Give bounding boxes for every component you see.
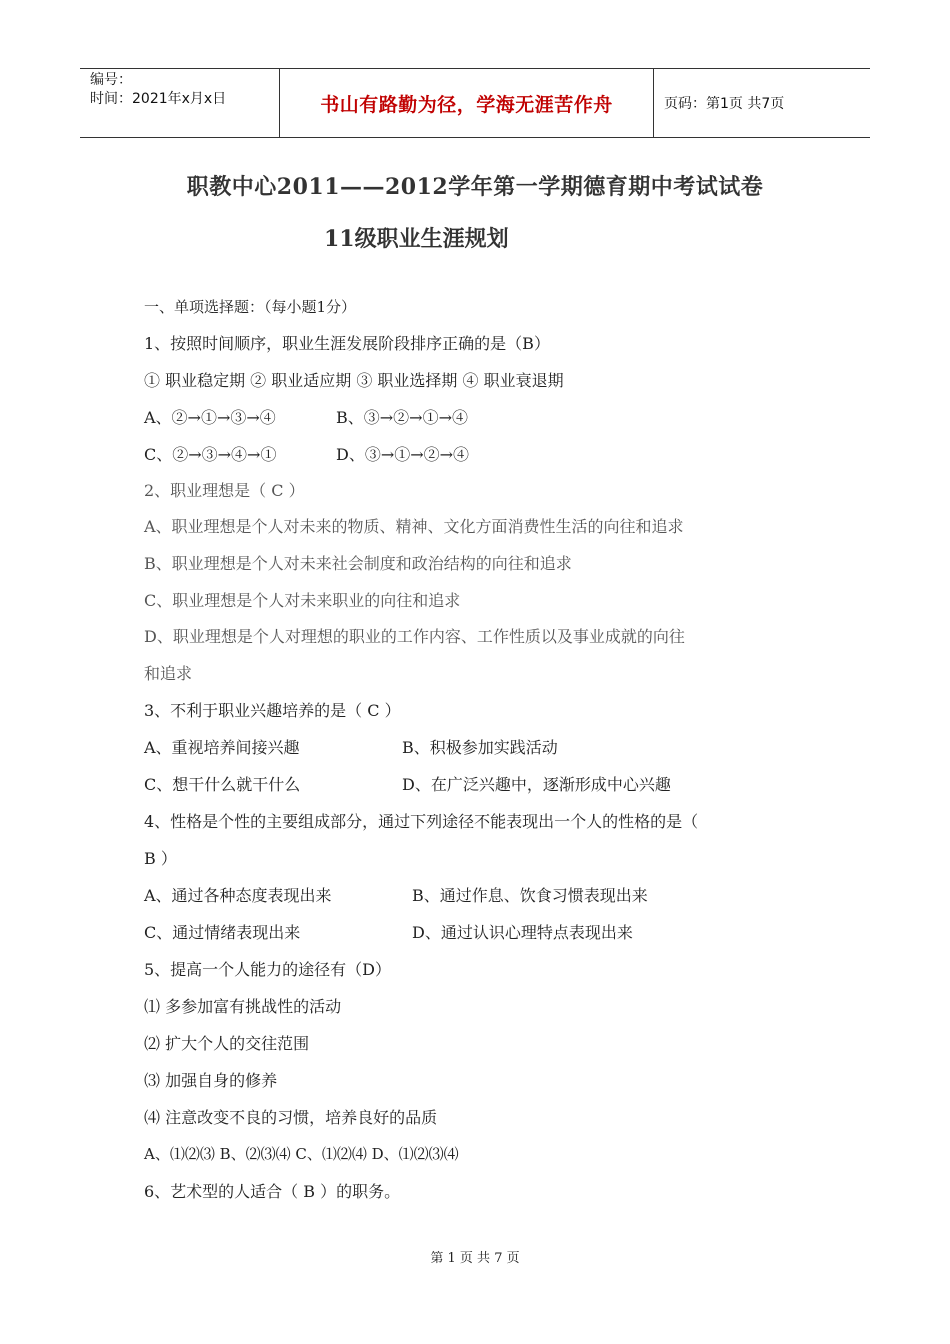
q5-options: A、⑴⑵⑶ B、⑵⑶⑷ C、⑴⑵⑷ D、⑴⑵⑶⑷ — [144, 1145, 459, 1163]
q6-stem: 6、艺术型的人适合（ B ）的职务。 — [144, 1182, 401, 1201]
q3-option-b: B、积极参加实践活动 — [402, 738, 558, 757]
q5-stem: 5、提高一个人能力的途径有（D） — [144, 960, 392, 979]
q4-stem-cont: B ） — [144, 849, 177, 868]
exam-title: 职教中心2011——2012学年第一学期德育期中考试试卷 — [186, 174, 764, 200]
q4-option-d: D、通过认识心理特点表现出来 — [412, 923, 633, 942]
q4-option-b: B、通过作息、饮食习惯表现出来 — [412, 886, 648, 905]
q4-stem: 4、性格是个性的主要组成部分，通过下列途径不能表现出一个人的性格的是（ — [144, 812, 699, 831]
q1-stem: 1、按照时间顺序，职业生涯发展阶段排序正确的是（B） — [144, 334, 550, 353]
header-meta — [80, 69, 280, 137]
q5-item-3: ⑶ 加强自身的修养 — [144, 1071, 278, 1090]
q5-item-2: ⑵ 扩大个人的交往范围 — [144, 1034, 310, 1053]
q2-option-d: D、职业理想是个人对理想的职业的工作内容、工作性质以及事业成就的向往 — [144, 627, 685, 646]
q1-option-b: B、③→②→①→④ — [336, 408, 468, 427]
page-footer: 第 1 页 共 7 页 — [430, 1251, 520, 1266]
q3-option-a: A、重视培养间接兴趣 — [144, 738, 300, 757]
page-header — [80, 68, 870, 138]
number-label: 编号： — [90, 72, 132, 88]
exam-subtitle: 11级职业生涯规划 — [324, 226, 509, 252]
q3-option-d: D、在广泛兴趣中，逐渐形成中心兴趣 — [402, 775, 671, 794]
q5-item-4: ⑷ 注意改变不良的习惯，培养良好的品质 — [144, 1108, 438, 1127]
q1-option-d: D、③→①→②→④ — [336, 445, 470, 464]
q4-option-c: C、通过情绪表现出来 — [144, 923, 301, 942]
q1-items: ① 职业稳定期 ② 职业适应期 ③ 职业选择期 ④ 职业衰退期 — [144, 371, 564, 390]
q2-option-d-cont: 和追求 — [144, 664, 193, 683]
q1-option-a: A、②→①→③→④ — [144, 408, 276, 427]
time-label: 时间：2021年x月x日 — [90, 91, 227, 107]
header-page-info: 页码：第1页 共7页 — [664, 96, 785, 112]
header-motto: 书山有路勤为径，学海无涯苦作舟 — [280, 69, 654, 137]
q2-stem: 2、职业理想是（ C ） — [144, 481, 305, 500]
q1-option-c: C、②→③→④→① — [144, 445, 277, 464]
q5-item-1: ⑴ 多参加富有挑战性的活动 — [144, 997, 342, 1016]
q3-stem: 3、不利于职业兴趣培养的是（ C ） — [144, 701, 401, 720]
section-heading: 一、单项选择题：（每小题1分） — [144, 298, 357, 316]
q2-option-a: A、职业理想是个人对未来的物质、精神、文化方面消费性生活的向往和追求 — [144, 517, 684, 536]
q2-option-b: B、职业理想是个人对未来社会制度和政治结构的向往和追求 — [144, 554, 572, 573]
q3-option-c: C、想干什么就干什么 — [144, 775, 301, 794]
q2-option-c: C、职业理想是个人对未来职业的向往和追求 — [144, 591, 461, 610]
q4-option-a: A、通过各种态度表现出来 — [144, 886, 332, 905]
